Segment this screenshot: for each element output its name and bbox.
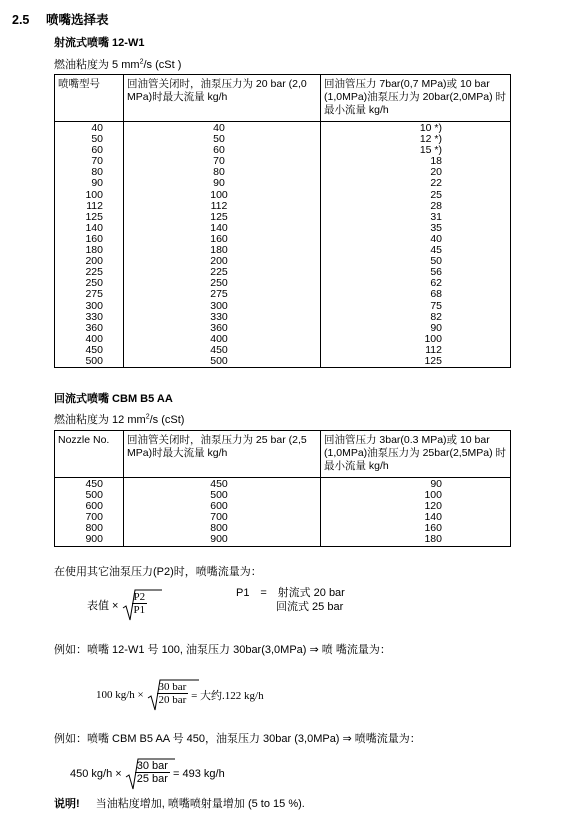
table-cell: 160 xyxy=(85,232,103,245)
table2-header-min-flow: 回油管压力 3bar(0.3 MPa)或 10 bar (1,0MPa)油泵压力为 25bar(2,5MPa) 时最小流量 kg/h xyxy=(321,431,511,478)
table-cell: 25 xyxy=(430,188,442,201)
example2-text: 例如：喷嘴 CBM B5 AA 号 450，油泵压力 30bar (3,0MPa) ⇒ 喷嘴流量为： xyxy=(54,733,421,745)
table-cell: 125 xyxy=(210,210,228,223)
table-cell: 70 xyxy=(213,155,225,168)
table-cell: 62 xyxy=(430,277,442,290)
table-cell: 100 xyxy=(424,332,442,345)
table2-header-model: Nozzle No. xyxy=(55,431,124,478)
table-cell: 50 xyxy=(91,133,103,146)
table-cell: 40 xyxy=(91,122,103,134)
table-cell: 112 xyxy=(210,199,228,212)
table-cell: 60 xyxy=(91,144,103,157)
table-cell: 500 xyxy=(85,354,103,367)
table-cell: 225 xyxy=(210,266,228,279)
example1-formula: 100 kg/h × $\frac{\text{30 bar}}{\text{20 bar}}$ = 大约.122 kg/h xyxy=(96,678,264,712)
table-cell: 160 xyxy=(424,522,442,535)
table-cell: 450 xyxy=(85,478,103,490)
table-cell: 18 xyxy=(430,155,442,168)
table-cell: 100 xyxy=(85,188,103,201)
table-cell: 12 *) xyxy=(419,133,442,146)
table1-col-min xyxy=(321,122,511,368)
example2-formula: 450 kg/h × $\frac{\text{30 bar}}{\text{25 bar}}$ = 493 kg/h xyxy=(70,757,225,791)
table-cell: 45 xyxy=(430,244,442,257)
table-cell: 112 xyxy=(425,343,442,356)
other-pressure-text: 在使用其它油泵压力(P2)时，喷嘴流量为： xyxy=(54,566,262,578)
table-cell: 200 xyxy=(85,255,103,268)
table-cell: 10 *) xyxy=(419,122,442,134)
table-cell: 82 xyxy=(430,310,442,323)
table-cell: 450 xyxy=(210,343,228,356)
table-cell: 700 xyxy=(85,511,103,524)
table-cell: 225 xyxy=(85,266,103,279)
table-cell: 100 xyxy=(210,188,228,201)
table-cell: 400 xyxy=(210,332,228,345)
table-cell: 56 xyxy=(430,266,442,279)
table2-header-max-flow: 回油管关闭时，油泵压力为 25 bar (2,5 MPa)时最大流量 kg/h xyxy=(124,431,321,478)
table2-col-max xyxy=(124,478,321,547)
table-cell: 20 xyxy=(430,166,442,179)
table-cell: 300 xyxy=(85,299,103,312)
table-cell: 275 xyxy=(210,288,228,301)
table-cell: 35 xyxy=(430,221,442,234)
p1-legend: P1 = 射流式 20 bar 回流式 25 bar xyxy=(236,587,345,613)
table-cell: 50 xyxy=(430,255,442,268)
table-cell: 90 xyxy=(430,478,442,490)
table-cell: 22 xyxy=(430,177,442,190)
table2-viscosity: 燃油粘度为 12 $mm^2/s$ (cSt) xyxy=(54,413,185,426)
table-cell: 140 xyxy=(424,511,442,524)
table-cell: 900 xyxy=(85,533,103,546)
table-cell: 600 xyxy=(85,500,103,513)
table-cell: 180 xyxy=(424,533,442,546)
table-cell: 200 xyxy=(210,255,228,268)
table-cell: 500 xyxy=(85,489,103,502)
table1-header-model: 喷嘴型号 xyxy=(55,75,124,122)
table2-col-model xyxy=(55,478,124,547)
table-cell: 31 xyxy=(430,210,442,223)
table-cell: 360 xyxy=(85,321,103,334)
table-cell: 140 xyxy=(210,221,228,234)
table1-header-max-flow: 回油管关闭时，油泵压力为 20 bar (2,0 MPa)时最大流量 kg/h xyxy=(124,75,321,122)
formula-generic: 表值 × $\frac{P2}{P1}$ xyxy=(87,588,147,622)
table-cell: 160 xyxy=(210,232,228,245)
table2-col-min xyxy=(321,478,511,547)
table-cell: 125 xyxy=(85,210,103,223)
table-cell: 75 xyxy=(430,299,442,312)
table2-subtitle: 回流式喷嘴 CBM B5 AA xyxy=(54,393,173,405)
table-cell: 500 xyxy=(210,354,228,367)
section-number: 2.5 xyxy=(12,13,30,27)
note xyxy=(54,795,305,811)
table-cell: 450 xyxy=(210,478,228,490)
example1-text: 例如：喷嘴 12-W1 号 100, 油泵压力 30bar(3,0MPa) ⇒ 喷 嘴流量为： xyxy=(54,644,391,656)
table-cell: 40 xyxy=(213,122,225,134)
table-cell: 50 xyxy=(213,133,225,146)
table-cell: 275 xyxy=(85,288,103,301)
table-cell: 15 *) xyxy=(419,144,442,157)
table-cell: 90 xyxy=(430,321,442,334)
table-cell: 330 xyxy=(210,310,228,323)
table-cell: 90 xyxy=(91,177,103,190)
note-text: 当油粘度增加, 喷嘴喷射量增加 (5 to 15 %). xyxy=(95,798,305,810)
table-cell: 450 xyxy=(85,343,103,356)
table-cell: 180 xyxy=(210,244,228,257)
table1 xyxy=(54,74,511,368)
table-cell: 60 xyxy=(213,144,225,157)
table-cell: 800 xyxy=(85,522,103,535)
table-cell: 400 xyxy=(85,332,103,345)
table-cell: 90 xyxy=(213,177,225,190)
table-cell: 360 xyxy=(210,321,228,334)
table-cell: 28 xyxy=(430,199,442,212)
table1-viscosity: 燃油粘度为 5 $mm^2/s$ (cSt ) xyxy=(54,58,182,71)
table-cell: 250 xyxy=(210,277,228,290)
table1-col-max xyxy=(124,122,321,368)
table-cell: 125 xyxy=(424,354,442,367)
section-title: 喷嘴选择表 xyxy=(46,13,109,27)
table-cell: 180 xyxy=(85,244,103,257)
table-cell: 70 xyxy=(91,155,103,168)
table-cell: 100 xyxy=(424,489,442,502)
table-cell: 68 xyxy=(430,288,442,301)
table-cell: 120 xyxy=(424,500,442,513)
table-cell: 330 xyxy=(85,310,103,323)
table2 xyxy=(54,430,511,547)
section-heading xyxy=(12,10,109,28)
table-cell: 40 xyxy=(430,232,442,245)
table-cell: 500 xyxy=(210,489,228,502)
table-cell: 900 xyxy=(210,533,228,546)
table1-header-min-flow: 回油管压力 7bar(0,7 MPa)或 10 bar (1,0MPa)油泵压力为 20bar(2,0MPa) 时最小流量 kg/h xyxy=(321,75,511,122)
table-cell: 80 xyxy=(213,166,225,179)
table-cell: 300 xyxy=(210,299,228,312)
sqrt-symbol: $\frac{P2}{P1}$ xyxy=(122,588,148,622)
table-cell: 80 xyxy=(91,166,103,179)
table-cell: 112 xyxy=(86,199,103,212)
table-cell: 800 xyxy=(210,522,228,535)
note-label: 说明! xyxy=(54,798,80,810)
table1-subtitle: 射流式喷嘴 12-W1 xyxy=(54,37,145,49)
table1-col-model xyxy=(55,122,124,368)
table-cell: 140 xyxy=(85,221,103,234)
table-cell: 700 xyxy=(210,511,228,524)
table-cell: 250 xyxy=(85,277,103,290)
table-cell: 600 xyxy=(210,500,228,513)
